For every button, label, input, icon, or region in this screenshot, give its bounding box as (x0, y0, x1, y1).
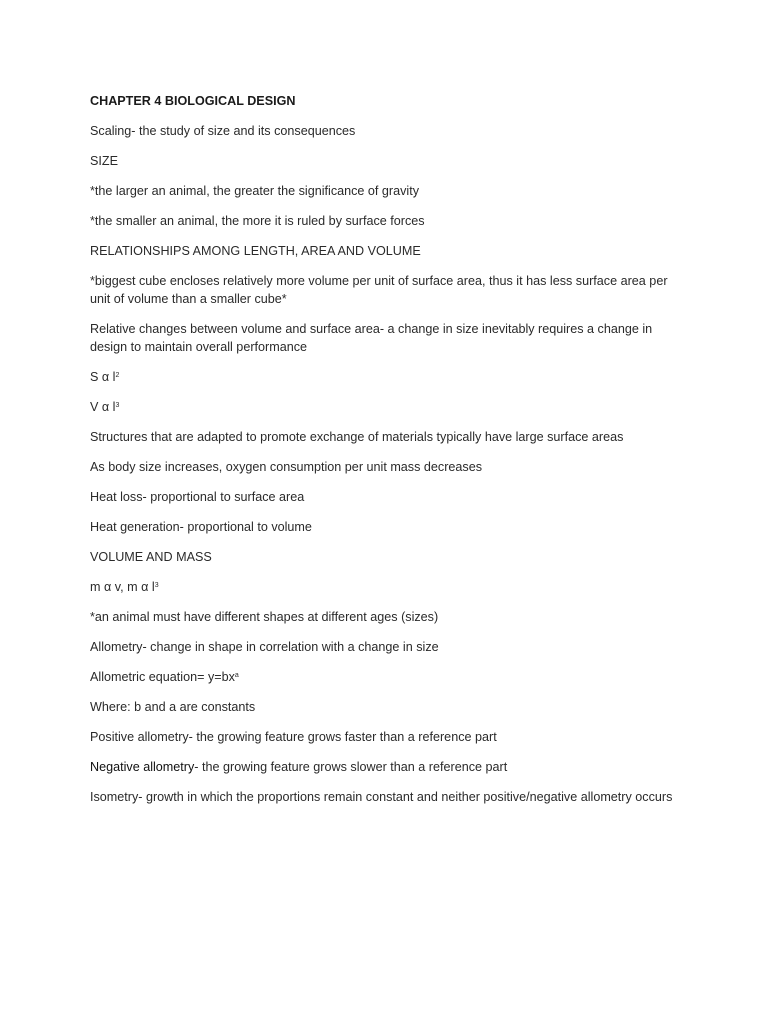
oxygen-consumption-paragraph: As body size increases, oxygen consumption per unit mass decreases (90, 460, 483, 474)
surface-formula-exponent: 2 (115, 372, 120, 379)
exchange-structures-paragraph: Structures that are adapted to promote exchange of materials typically have large surface areas (90, 430, 624, 444)
surface-formula (90, 368, 680, 386)
mass-formula-base: m α v, m α l (90, 580, 155, 594)
negative-allometry-term: Negative allometry (90, 760, 195, 774)
size-point-gravity: *the larger an animal, the greater the significance of gravity (90, 184, 420, 198)
negative-allometry-definition (90, 758, 680, 776)
constants-note: Where: b and a are constants (90, 700, 256, 714)
cube-note: *biggest cube encloses relatively more volume per unit of surface area, thus it has less surface area per unit of volume than a smaller cube* (90, 274, 668, 306)
shapes-note: *an animal must have different shapes at different ages (sizes) (90, 610, 439, 624)
volume-formula-exponent: 3 (115, 402, 120, 409)
mass-formula (90, 578, 680, 596)
scaling-definition: Scaling- the study of size and its consequences (90, 124, 356, 138)
relative-changes-paragraph: Relative changes between volume and surface area- a change in size inevitably requires a change in design to maintain overall performance (90, 322, 653, 354)
heat-generation-paragraph: Heat generation- proportional to volume (90, 520, 312, 534)
allometric-equation-base: Allometric equation= y=bx (90, 670, 235, 684)
allometry-definition: Allometry- change in shape in correlation with a change in size (90, 640, 439, 654)
volume-formula (90, 398, 680, 416)
allometric-equation (90, 668, 680, 686)
isometry-definition: Isometry- growth in which the proportions remain constant and neither positive/negative allometry occurs (90, 790, 673, 804)
positive-allometry-definition: Positive allometry- the growing feature grows faster than a reference part (90, 730, 497, 744)
size-point-surface-forces: *the smaller an animal, the more it is ruled by surface forces (90, 214, 425, 228)
surface-formula-base: S α l (90, 370, 116, 384)
volume-formula-base: V α l (90, 400, 116, 414)
volume-mass-heading: VOLUME AND MASS (90, 550, 212, 564)
allometric-equation-exponent: a (234, 672, 239, 679)
document-body (90, 92, 680, 818)
heat-loss-paragraph: Heat loss- proportional to surface area (90, 490, 305, 504)
chapter-title: CHAPTER 4 BIOLOGICAL DESIGN (90, 94, 296, 108)
negative-allometry-text: - the growing feature grows slower than a reference part (194, 760, 508, 774)
mass-formula-exponent: 3 (154, 582, 159, 589)
size-heading: SIZE (90, 154, 118, 168)
relationships-heading: RELATIONSHIPS AMONG LENGTH, AREA AND VOLUME (90, 244, 421, 258)
